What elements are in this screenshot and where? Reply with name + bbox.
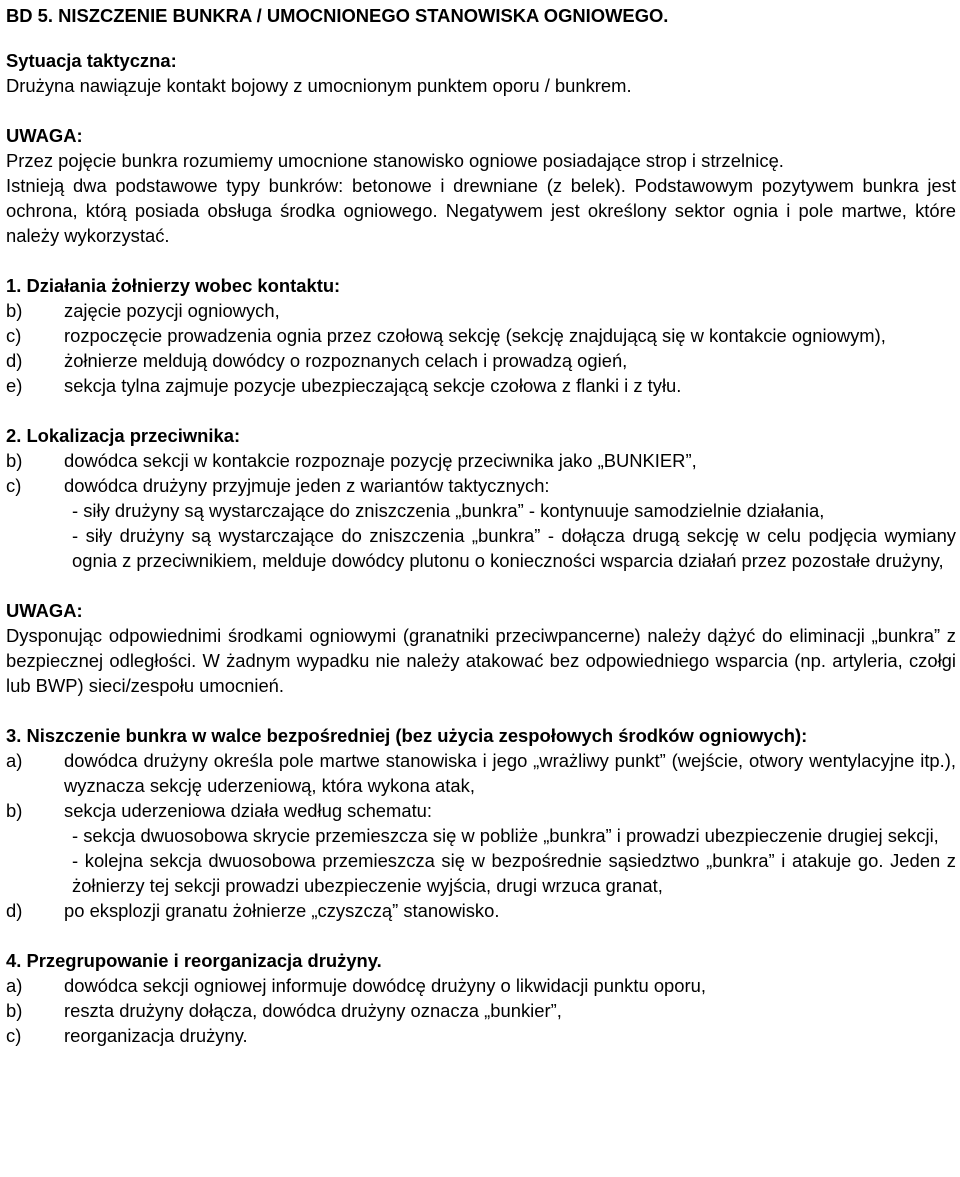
section2-heading: 2. Lokalizacja przeciwnika: [6,425,241,446]
list-item-label: c) [6,1025,22,1046]
note1-heading: UWAGA: [6,125,83,146]
list-item-text: reorganizacja drużyny. [64,1025,248,1046]
list-item [6,1023,956,1048]
list-item-label: b) [6,300,23,321]
list-item [6,748,956,798]
list-item [6,348,956,373]
list-item-label: b) [6,800,23,821]
list-item [6,448,956,473]
scheme-step: - sekcja dwuosobowa skrycie przemieszcza się w pobliże „bunkra” i prowadzi ubezpieczenie drugiej sekcji, [72,825,939,846]
list-item-text: reszta drużyny dołącza, dowódca drużyny oznacza „bunkier”, [64,1000,562,1021]
note2-text: Dysponując odpowiednimi środkami ogniowymi (granatniki przeciwpancerne) należy dążyć do eliminacji „bunkra” z bezpiecznej odległości. W żadnym wypadku nie należy atakować bez odpowiedniego wsparcia (np. artyleria, czołgi lub BWP) sieci/zespołu umocnień. [6,625,956,696]
variant-text: - siły drużyny są wystarczające do zniszczenia „bunkra” - dołącza drugą sekcję w celu podjęcia wymiany ognia z przeciwnikiem, melduje dowódcy plutonu o konieczności wsparcia działań przez pozostałe drużyny, [72,525,956,571]
list-item-label: d) [6,350,23,371]
section4-heading: 4. Przegrupowanie i reorganizacja drużyny. [6,950,382,971]
situation-text: Drużyna nawiązuje kontakt bojowy z umocnionym punktem oporu / bunkrem. [6,75,632,96]
list-item-text: sekcja tylna zajmuje pozycje ubezpieczającą sekcje czołowa z flanki i z tyłu. [64,375,682,396]
section3-heading: 3. Niszczenie bunkra w walce bezpośredniej (bez użycia zespołowych środków ogniowych): [6,725,808,746]
note2-heading: UWAGA: [6,600,83,621]
list-item [6,323,956,348]
list-item-label: e) [6,375,23,396]
list-item [6,798,956,823]
note1-line-1: Przez pojęcie bunkra rozumiemy umocnione stanowisko ogniowe posiadające strop i strzelnicę. [6,150,784,171]
scheme-step: - kolejna sekcja dwuosobowa przemieszcza się w bezpośrednie sąsiedztwo „bunkra” i atakuje go. Jeden z żołnierzy tej sekcji prowadzi ubezpieczenie wyjścia, drugi wrzuca granat, [72,850,956,896]
list-item-text: rozpoczęcie prowadzenia ognia przez czołową sekcję (sekcję znajdującą się w kontakcie ogniowym), [64,325,886,346]
list-item [6,298,956,323]
list-item-text: po eksplozji granatu żołnierze „czyszczą” stanowisko. [64,900,500,921]
list-item-text: żołnierze meldują dowódcy o rozpoznanych celach i prowadzą ogień, [64,350,628,371]
list-item [6,473,956,498]
list-item [6,373,956,398]
list-item [6,973,956,998]
list-item-label: d) [6,900,23,921]
list-item-label: c) [6,325,22,346]
section1-heading: 1. Działania żołnierzy wobec kontaktu: [6,275,341,296]
list-item-text: zajęcie pozycji ogniowych, [64,300,280,321]
list-item-text: dowódca drużyny przyjmuje jeden z wariantów taktycznych: [64,475,550,496]
list-item [6,898,956,923]
list-item-label: a) [6,975,23,996]
list-item-label: c) [6,475,22,496]
list-item-label: b) [6,450,23,471]
list-item-text: dowódca sekcji w kontakcie rozpoznaje pozycję przeciwnika jako „BUNKIER”, [64,450,697,471]
document-title: BD 5. NISZCZENIE BUNKRA / UMOCNIONEGO STANOWISKA OGNIOWEGO. [6,5,669,26]
list-item-text: sekcja uderzeniowa działa według schematu: [64,800,433,821]
list-item-label: b) [6,1000,23,1021]
list-item-text: dowódca drużyny określa pole martwe stanowiska i jego „wrażliwy punkt” (wejście, otwory wentylacyjne itp.), wyznacza sekcję uderzeniową, która wykona atak, [64,750,956,796]
list-item-text: dowódca sekcji ogniowej informuje dowódcę drużyny o likwidacji punktu oporu, [64,975,706,996]
note1-line-2: Istnieją dwa podstawowe typy bunkrów: betonowe i drewniane (z belek). Podstawowym pozytywem bunkra jest ochrona, którą posiada obsługa środka ogniowego. Negatywem jest określony sektor ognia i pole martwe, które należy wykorzystać. [6,175,956,246]
document-page [6,4,956,1048]
variant-text: - siły drużyny są wystarczające do zniszczenia „bunkra” - kontynuuje samodzielnie działania, [72,500,825,521]
list-item-label: a) [6,750,23,771]
list-item [6,998,956,1023]
situation-heading: Sytuacja taktyczna: [6,50,177,71]
